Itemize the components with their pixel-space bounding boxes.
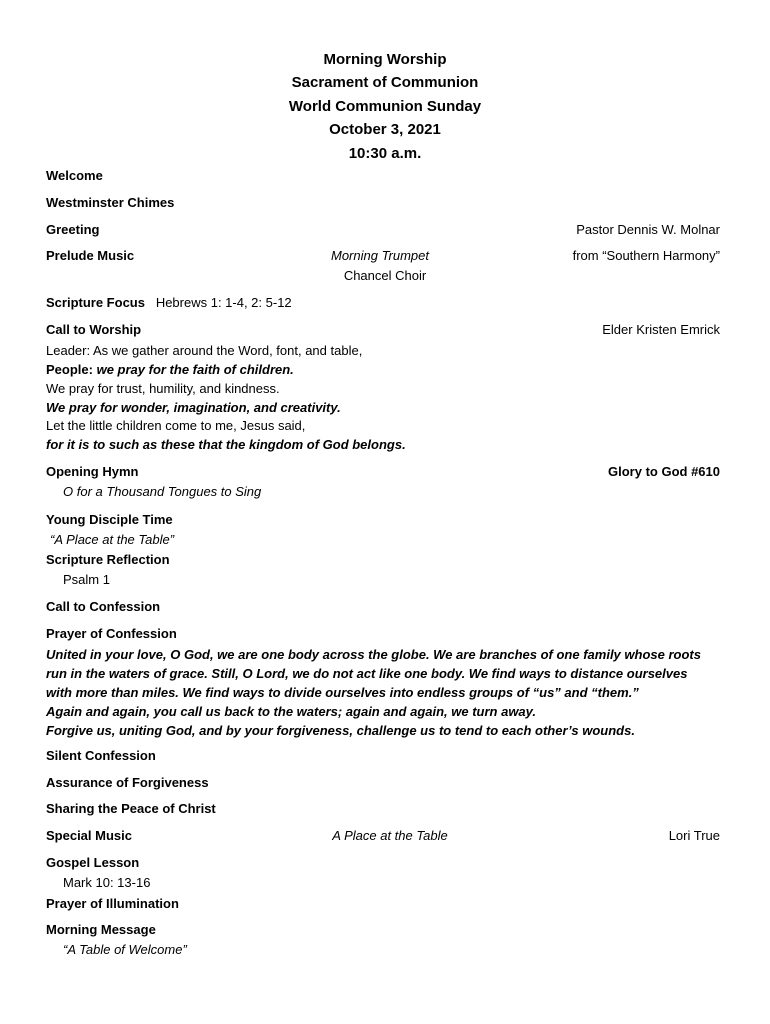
morning-message-heading: Morning Message (46, 922, 156, 937)
confession-line-4: Again and again, you call us back to the waters; again and again, we turn away. (46, 704, 537, 719)
header-line-3: World Communion Sunday (288, 98, 482, 115)
scripture-focus-heading: Scripture Focus (46, 295, 145, 310)
special-music-title: A Place at the Table (332, 828, 448, 843)
call-to-worship-heading: Call to Worship (46, 322, 142, 337)
call-to-worship-leader: Elder Kristen Emrick (602, 322, 720, 337)
litany-line-3: We pray for trust, humility, and kindness. (46, 381, 280, 396)
prelude-title: Morning Trumpet (330, 248, 429, 263)
litany-line-4: We pray for wonder, imagination, and creativity. (46, 400, 341, 415)
header-date: October 3, 2021 (329, 121, 441, 138)
confession-line-1: United in your love, O God, we are one body across the globe. We are branches of one family whose roots (46, 647, 701, 662)
special-music-composer: Lori True (668, 828, 720, 843)
litany-line-1: Leader: As we gather around the Word, font, and table, (46, 343, 363, 358)
litany-people-label: People: (46, 362, 93, 377)
confession-line-5: Forgive us, uniting God, and by your forgiveness, challenge us to tend to each other’s wounds. (46, 723, 635, 738)
silent-confession-heading: Silent Confession (46, 748, 156, 763)
young-disciple-title: “A Place at the Table” (50, 532, 175, 547)
welcome-heading: Welcome (46, 168, 103, 183)
gospel-lesson-heading: Gospel Lesson (46, 855, 140, 870)
morning-message-title: “A Table of Welcome” (63, 942, 187, 957)
special-music-heading: Special Music (46, 828, 132, 843)
scripture-reflection-heading: Scripture Reflection (46, 552, 170, 567)
scripture-focus (46, 294, 292, 312)
confession-line-2: run in the waters of grace. Still, O Lord, we do not act like one body. We find ways to distance ourselves (46, 666, 688, 681)
litany-line-6: for it is to such as these that the kingdom of God belongs. (46, 437, 406, 452)
greeting-heading: Greeting (46, 222, 100, 237)
opening-hymn-number: Glory to God #610 (608, 464, 720, 479)
chimes-heading: Westminster Chimes (46, 195, 175, 210)
prayer-of-confession-heading: Prayer of Confession (46, 626, 177, 641)
illumination-heading: Prayer of Illumination (46, 896, 179, 911)
call-to-confession-heading: Call to Confession (46, 599, 161, 614)
litany-people-response: we pray for the faith of children. (96, 362, 294, 377)
litany-line-5: Let the little children come to me, Jesus said, (46, 418, 306, 433)
prelude-source: from “Southern Harmony” (572, 248, 720, 263)
scripture-reflection-reference: Psalm 1 (63, 572, 110, 587)
assurance-heading: Assurance of Forgiveness (46, 775, 209, 790)
prelude-performer: Chancel Choir (343, 268, 427, 283)
confession-line-3: with more than miles. We find ways to divide ourselves into endless groups of “us” and “them.” (46, 685, 639, 700)
scripture-focus-reference: Hebrews 1: 1-4, 2: 5-12 (155, 295, 292, 310)
gospel-lesson-reference: Mark 10: 13-16 (63, 875, 151, 890)
prelude-heading: Prelude Music (46, 248, 135, 263)
opening-hymn-heading: Opening Hymn (46, 464, 139, 479)
opening-hymn-title: O for a Thousand Tongues to Sing (63, 484, 262, 499)
header-time: 10:30 a.m. (348, 145, 422, 162)
greeting-leader: Pastor Dennis W. Molnar (576, 222, 720, 237)
peace-heading: Sharing the Peace of Christ (46, 801, 216, 816)
young-disciple-heading: Young Disciple Time (46, 512, 173, 527)
header-line-2: Sacrament of Communion (291, 74, 479, 91)
litany-line-2 (46, 361, 294, 379)
header-line-1: Morning Worship (323, 51, 447, 68)
